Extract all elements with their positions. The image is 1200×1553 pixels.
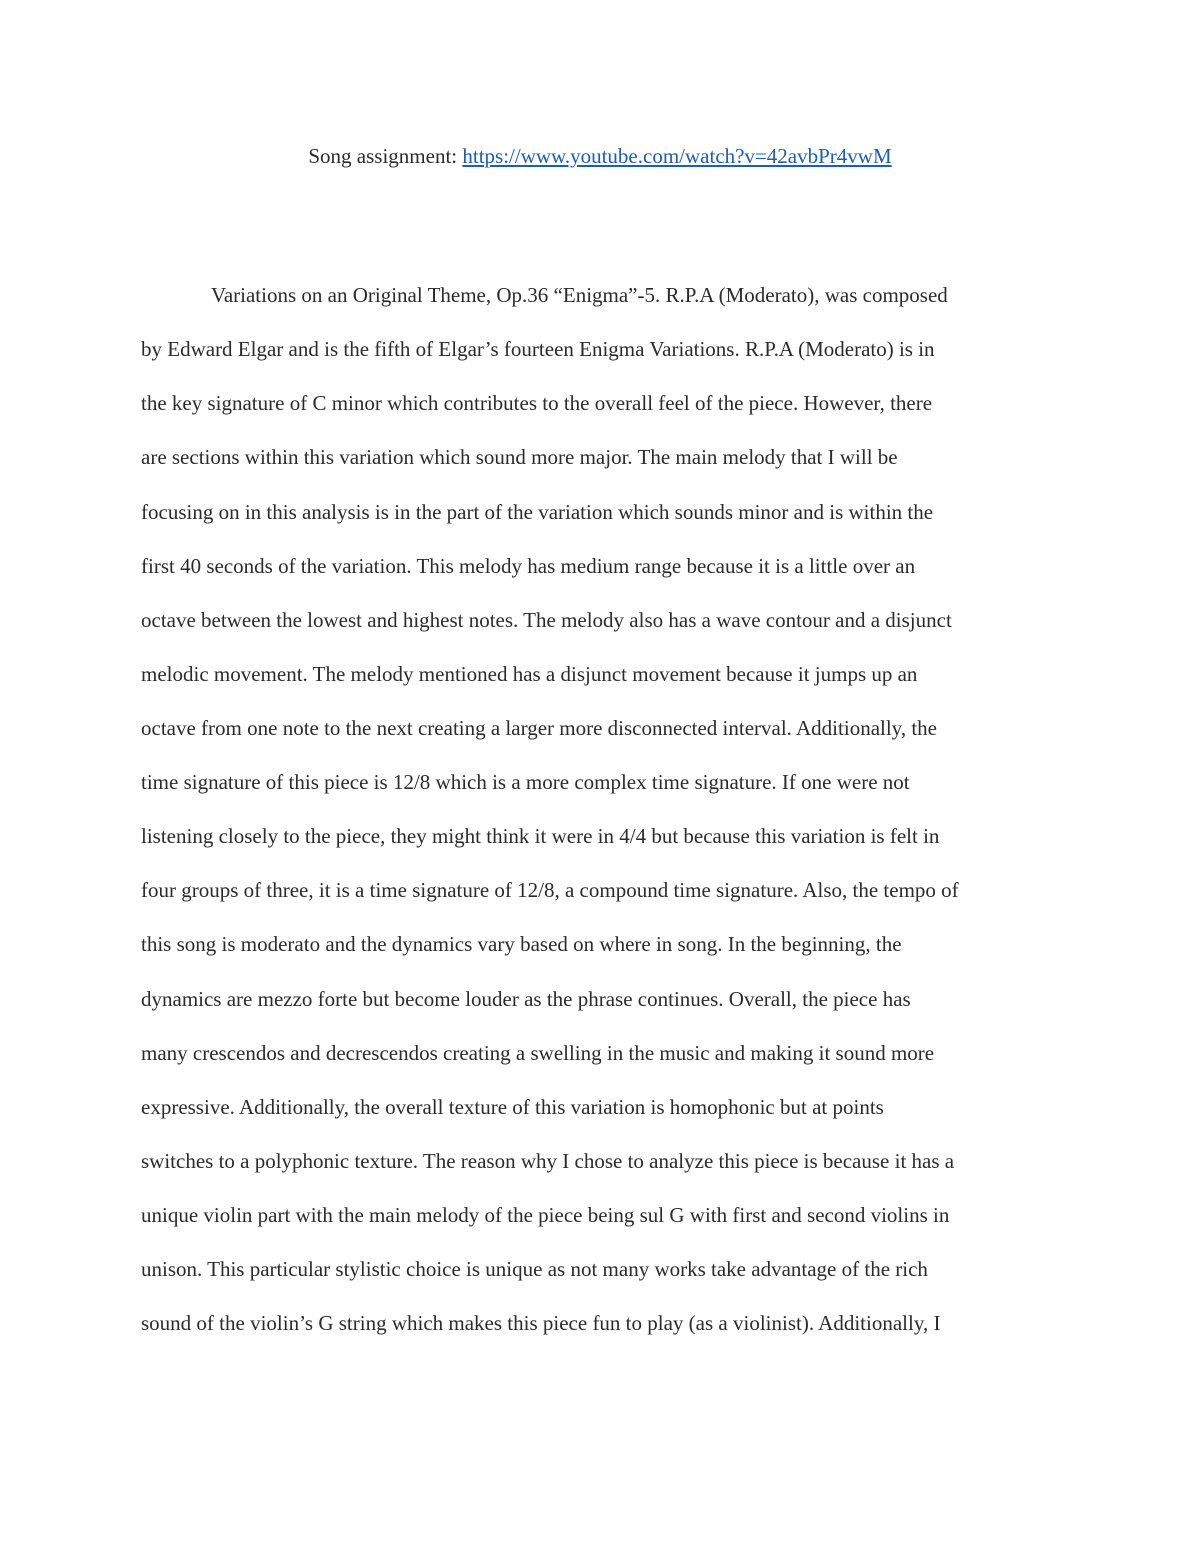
heading-label: Song assignment: (308, 144, 458, 168)
paragraph-line: unique violin part with the main melody of the piece being sul G with first and second violins in (141, 1203, 950, 1227)
paragraph-line: expressive. Additionally, the overall texture of this variation is homophonic but at points (141, 1095, 884, 1119)
song-assignment-heading (0, 140, 1200, 172)
paragraph-line: four groups of three, it is a time signature of 12/8, a compound time signature. Also, the tempo of (141, 878, 959, 902)
paragraph-line: switches to a polyphonic texture. The reason why I chose to analyze this piece is because it has a (141, 1149, 955, 1173)
paragraph-line: this song is moderato and the dynamics vary based on where in song. In the beginning, the (141, 932, 902, 956)
paragraph-line: Variations on an Original Theme, Op.36 “Enigma”-5. R.P.A (Moderato), was composed (211, 283, 948, 307)
paragraph-line: unison. This particular stylistic choice is unique as not many works take advantage of the rich (141, 1257, 928, 1281)
paragraph-line: melodic movement. The melody mentioned has a disjunct movement because it jumps up an (141, 662, 918, 686)
paragraph-line: first 40 seconds of the variation. This melody has medium range because it is a little over an (141, 554, 916, 578)
paragraph-line: the key signature of C minor which contributes to the overall feel of the piece. However, there (141, 391, 933, 415)
paragraph-line: time signature of this piece is 12/8 which is a more complex time signature. If one were not (141, 770, 910, 794)
paragraph-line: dynamics are mezzo forte but become louder as the phrase continues. Overall, the piece has (141, 987, 911, 1011)
paragraph-line: focusing on in this analysis is in the part of the variation which sounds minor and is within the (141, 500, 934, 524)
paragraph-line: octave from one note to the next creating a larger more disconnected interval. Additionally, the (141, 716, 937, 740)
paragraph-line: sound of the violin’s G string which makes this piece fun to play (as a violinist). Additionally, I (141, 1311, 941, 1335)
paragraph-line: many crescendos and decrescendos creating a swelling in the music and making it sound more (141, 1041, 935, 1065)
youtube-link[interactable]: https://www.youtube.com/watch?v=42avbPr4vwM (462, 144, 892, 168)
paragraph-line: listening closely to the piece, they might think it were in 4/4 but because this variation is felt in (141, 824, 940, 848)
paragraph-line: octave between the lowest and highest notes. The melody also has a wave contour and a disjunct (141, 608, 952, 632)
paragraph-line: by Edward Elgar and is the fifth of Elgar’s fourteen Enigma Variations. R.P.A (Moderato) is in (141, 337, 935, 361)
paragraph-line: are sections within this variation which sound more major. The main melody that I will be (141, 445, 898, 469)
